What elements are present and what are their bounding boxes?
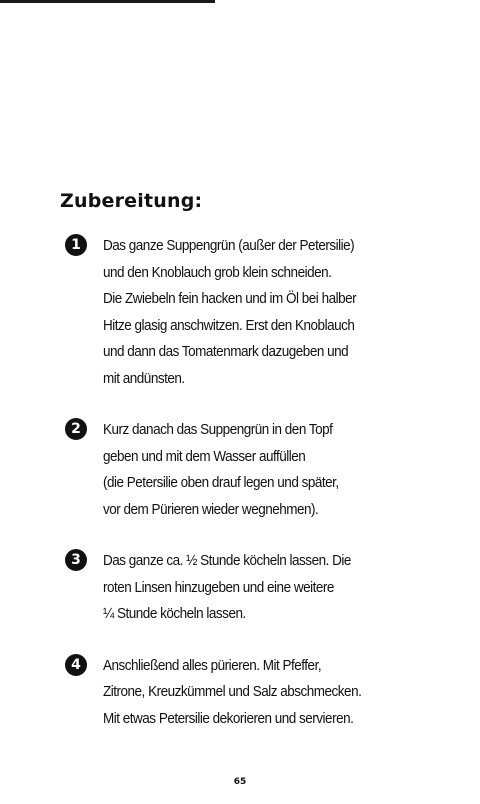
step-line: Das ganze ca. ½ Stunde köcheln lassen. Die — [103, 552, 351, 569]
top-rule — [0, 0, 215, 3]
step-2 — [65, 417, 425, 523]
step-line: Die Zwiebeln fein hacken und im Öl bei halber — [103, 290, 357, 307]
step-number-badge: 1 — [65, 234, 87, 256]
steps-list — [65, 233, 425, 757]
step-line: (die Petersilie oben drauf legen und später, — [103, 474, 339, 491]
step-line: Anschließend alles pürieren. Mit Pfeffer, — [103, 656, 322, 674]
step-line: Hitze glasig anschwitzen. Erst den Knoblauch — [103, 316, 355, 334]
step-line: ¼ Stunde köcheln lassen. — [103, 605, 246, 622]
section-heading: Zubereitung: — [60, 190, 203, 212]
step-line: Mit etwas Petersilie dekorieren und servieren. — [103, 709, 354, 727]
step-line: Zitrone, Kreuzkümmel und Salz abschmecken. — [103, 683, 362, 700]
step-4 — [65, 653, 425, 733]
step-line: Das ganze Suppengrün (außer der Petersilie) — [103, 237, 355, 254]
step-number-badge: 3 — [65, 549, 87, 571]
step-line: vor dem Pürieren wieder wegnehmen). — [103, 500, 319, 518]
step-1 — [65, 233, 425, 392]
step-number-badge: 2 — [65, 418, 87, 440]
step-line: und den Knoblauch grob klein schneiden. — [103, 263, 332, 281]
page-number: 65 — [233, 777, 247, 787]
step-line: geben und mit dem Wasser auffüllen — [103, 447, 306, 465]
step-line: roten Linsen hinzugeben und eine weitere — [103, 578, 334, 596]
step-number-badge: 4 — [65, 654, 87, 676]
step-line: mit andünsten. — [103, 369, 185, 387]
step-line: und dann das Tomatenmark dazugeben und — [103, 343, 349, 360]
step-line: Kurz danach das Suppengrün in den Topf — [103, 421, 333, 438]
step-3 — [65, 548, 425, 628]
